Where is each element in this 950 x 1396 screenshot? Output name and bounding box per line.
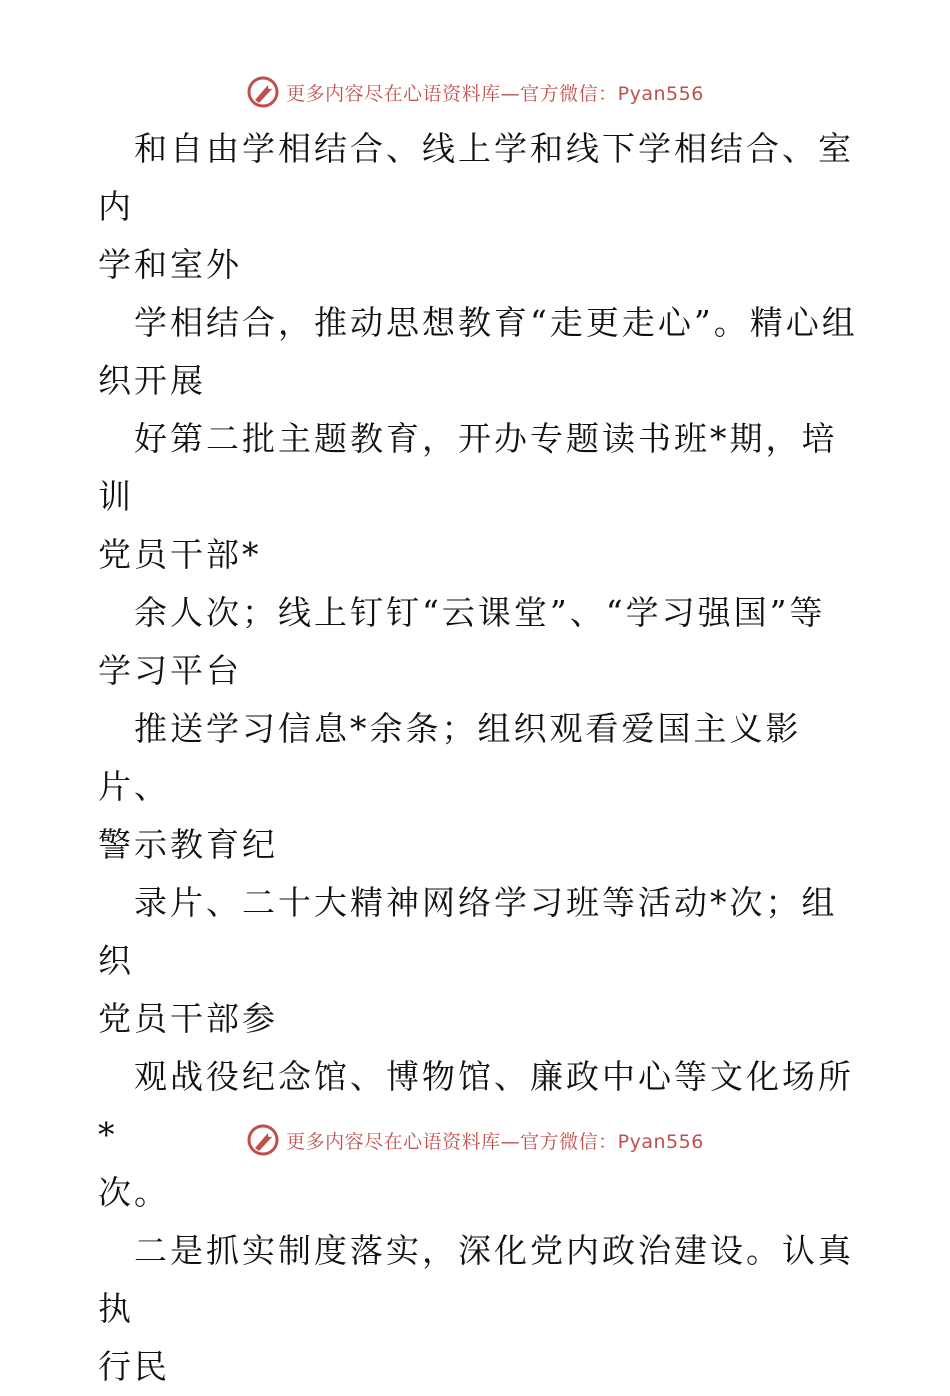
paragraph-line-3: 好第二批主题教育，开办专题读书班*期，培训 党员干部* — [98, 419, 838, 574]
paragraph-line-8: 二是抓实制度落实，深化党内政治建设。认真执 行民 — [98, 1231, 854, 1386]
header-banner — [0, 72, 950, 112]
header-banner-text: 更多内容尽在心语资料库—官方微信：Pyan556 — [286, 82, 704, 105]
paragraph-line-1: 和自由学相结合、线上学和线下学相结合、室内 学和室外 — [98, 129, 854, 284]
paragraph-line-4: 余人次；线上钉钉“云课堂”、“学习强国”等 学习平台 — [98, 593, 826, 690]
paragraph-line-6: 录片、二十大精神网络学习班等活动*次；组织 党员干部参 — [98, 883, 838, 1038]
paragraph-line-5: 推送学习信息*余条；组织观看爱国主义影片、 警示教育纪 — [98, 709, 802, 864]
paragraph-line-7: 观战役纪念馆、博物馆、廉政中心等文化场所* 次。 — [98, 1057, 854, 1212]
footer-banner — [0, 1120, 950, 1160]
footer-banner-text: 更多内容尽在心语资料库—官方微信：Pyan556 — [286, 1130, 704, 1153]
pen-nib-circle-logo-icon — [246, 75, 280, 109]
pen-nib-circle-logo-icon — [246, 1123, 280, 1157]
document-body — [98, 120, 858, 1396]
paragraph-line-2: 学相结合，推动思想教育“走更走心”。精心组 织开展 — [98, 303, 858, 400]
